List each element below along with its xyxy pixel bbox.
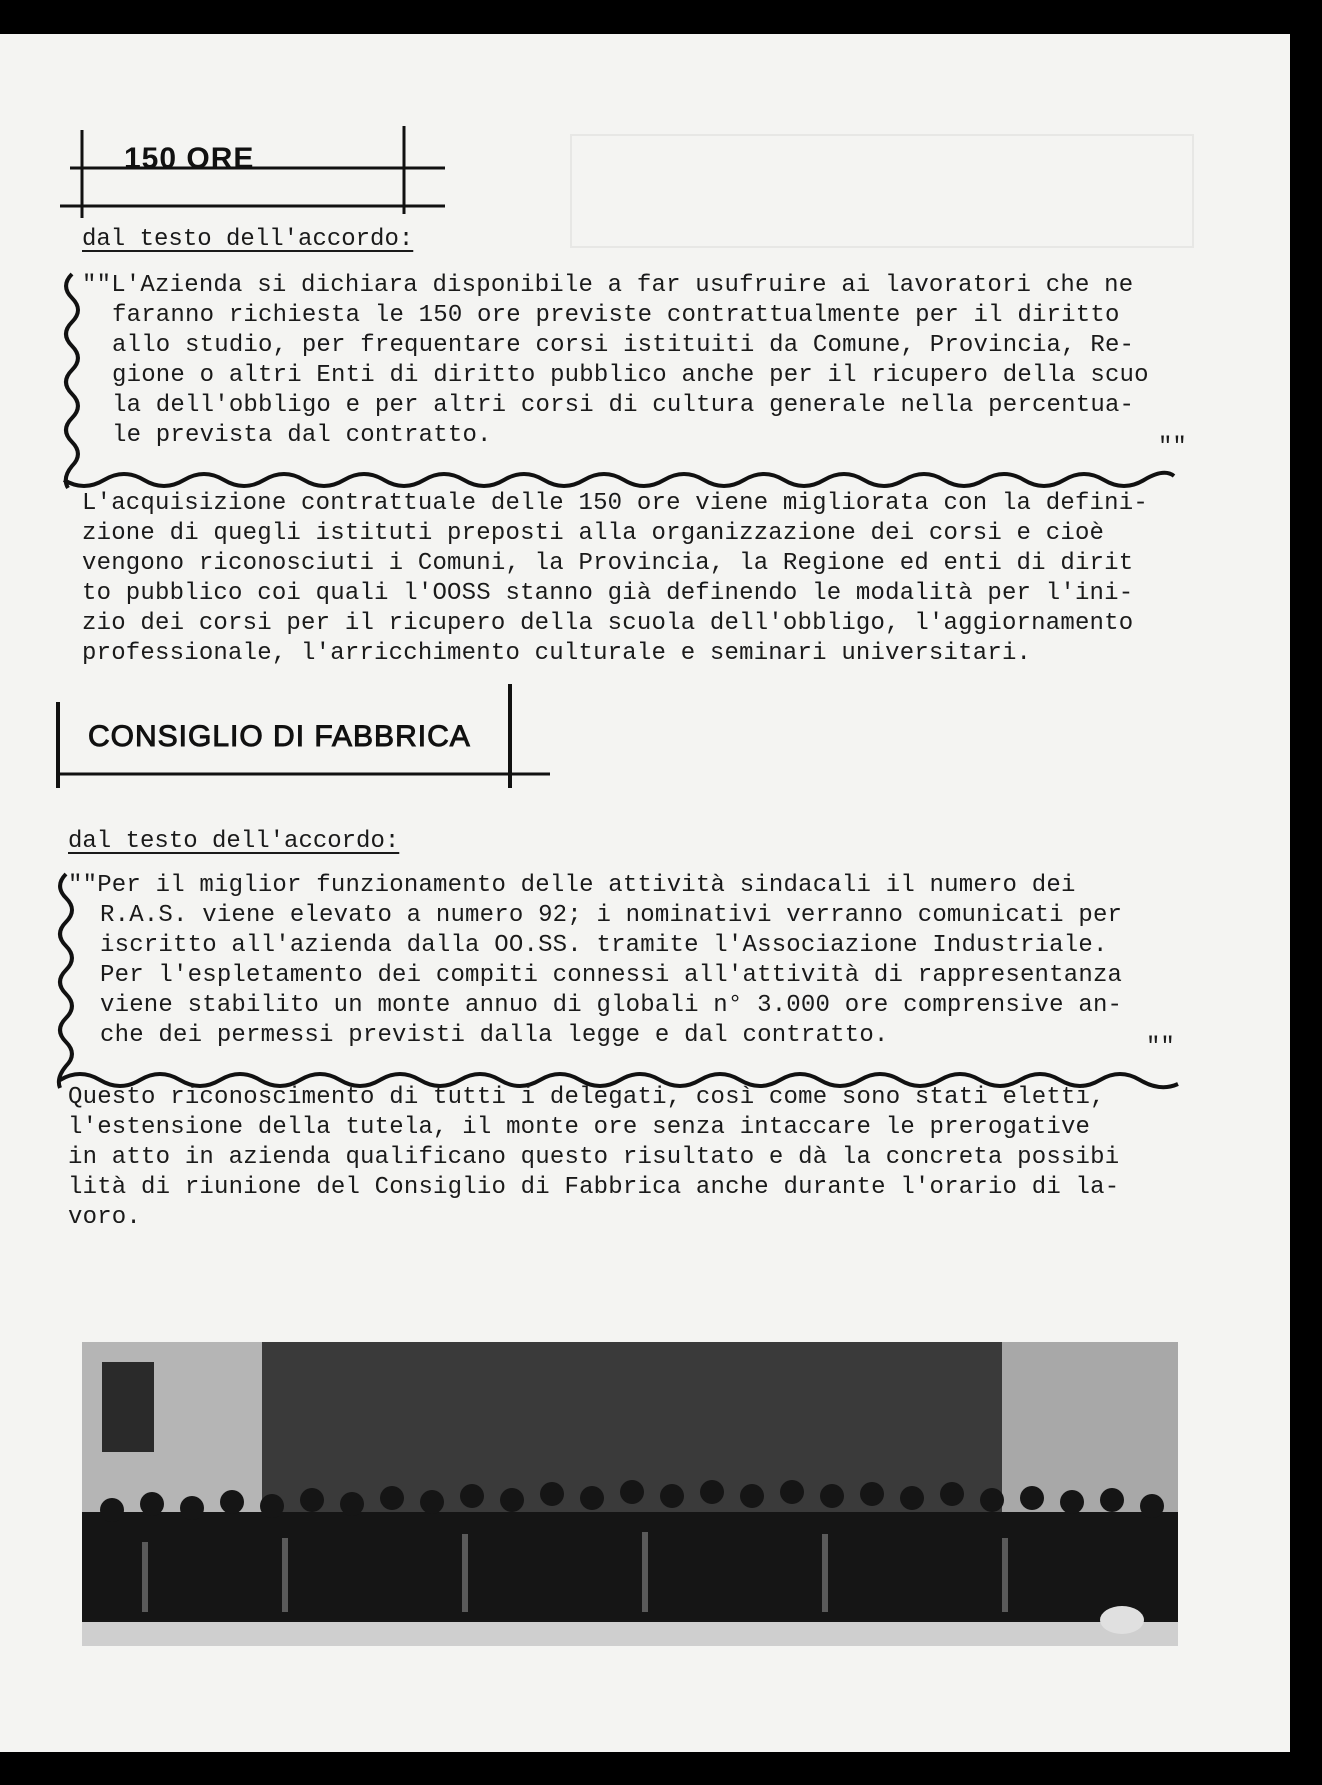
quote-line: viene stabilito un monte annuo di globali n° 3.000 ore comprensive an- [100,992,1123,1019]
body-line: l'estensione della tutela, il monte ore senza intaccare le prerogative [68,1114,1091,1141]
body-line: zione di quegli istituti preposti alla organizzazione dei corsi e cioè [82,520,1105,547]
quote-line: ""Per il miglior funzionamento delle attività sindacali il numero dei [68,872,1076,899]
section-intro: dal testo dell'accordo: [68,828,400,855]
body-line: in atto in azienda qualificano questo risultato e dà la concreta possibi [68,1144,1120,1171]
section-intro: dal testo dell'accordo: [82,226,414,253]
body-line: vengono riconosciuti i Comuni, la Provincia, la Regione ed enti di dirit [82,550,1134,577]
wavy-bracket-left [46,874,86,1094]
quote-line: allo studio, per frequentare corsi istituiti da Comune, Provincia, Re- [112,332,1135,359]
photo-illustration [82,1342,1178,1646]
quote-line: la dell'obbligo e per altri corsi di cultura generale nella percentua- [112,392,1135,419]
quote-line: R.A.S. viene elevato a numero 92; i nominativi verranno comunicati per [100,902,1123,929]
quote-line: le prevista dal contratto. [112,422,492,449]
quote-close-mark: "" [1146,1034,1175,1061]
body-line: professionale, l'arricchimento culturale e seminari universitari. [82,640,1032,667]
section-heading-consiglio: CONSIGLIO DI FABBRICA [88,720,471,753]
body-line: voro. [68,1204,142,1231]
body-line: lità di riunione del Consiglio di Fabbrica anche durante l'orario di la- [68,1174,1120,1201]
body-line: to pubblico coi quali l'OOSS stanno già definendo le modalità per l'ini- [82,580,1134,607]
quote-line: iscritto all'azienda dalla OO.SS. tramite l'Associazione Industriale. [100,932,1108,959]
body-line: Questo riconoscimento di tutti i delegati, così come sono stati eletti, [68,1084,1105,1111]
quote-line: ""L'Azienda si dichiara disponibile a far usufruire ai lavoratori che ne [82,272,1134,299]
body-line: L'acquisizione contrattuale delle 150 ore viene migliorata con la defini- [82,490,1148,517]
quote-line: faranno richiesta le 150 ore previste contrattualmente per il diritto [112,302,1120,329]
workers-assembly-photo [82,1342,1178,1646]
heading-frame-150-ore [60,118,460,218]
quote-line: Per l'espletamento dei compiti connessi all'attività di rappresentanza [100,962,1123,989]
wavy-bracket-left [52,274,92,494]
bleed-through-shadow [570,134,1194,248]
body-line: zio dei corsi per il ricupero della scuola dell'obbligo, l'aggiornamento [82,610,1134,637]
quote-line: che dei permessi previsti dalla legge e dal contratto. [100,1022,889,1049]
quote-close-mark: "" [1158,434,1187,461]
quote-line: gione o altri Enti di diritto pubblico anche per il ricupero della scuo [112,362,1149,389]
section-heading-150-ore: 150 ORE [124,142,255,175]
document-page [0,34,1290,1752]
